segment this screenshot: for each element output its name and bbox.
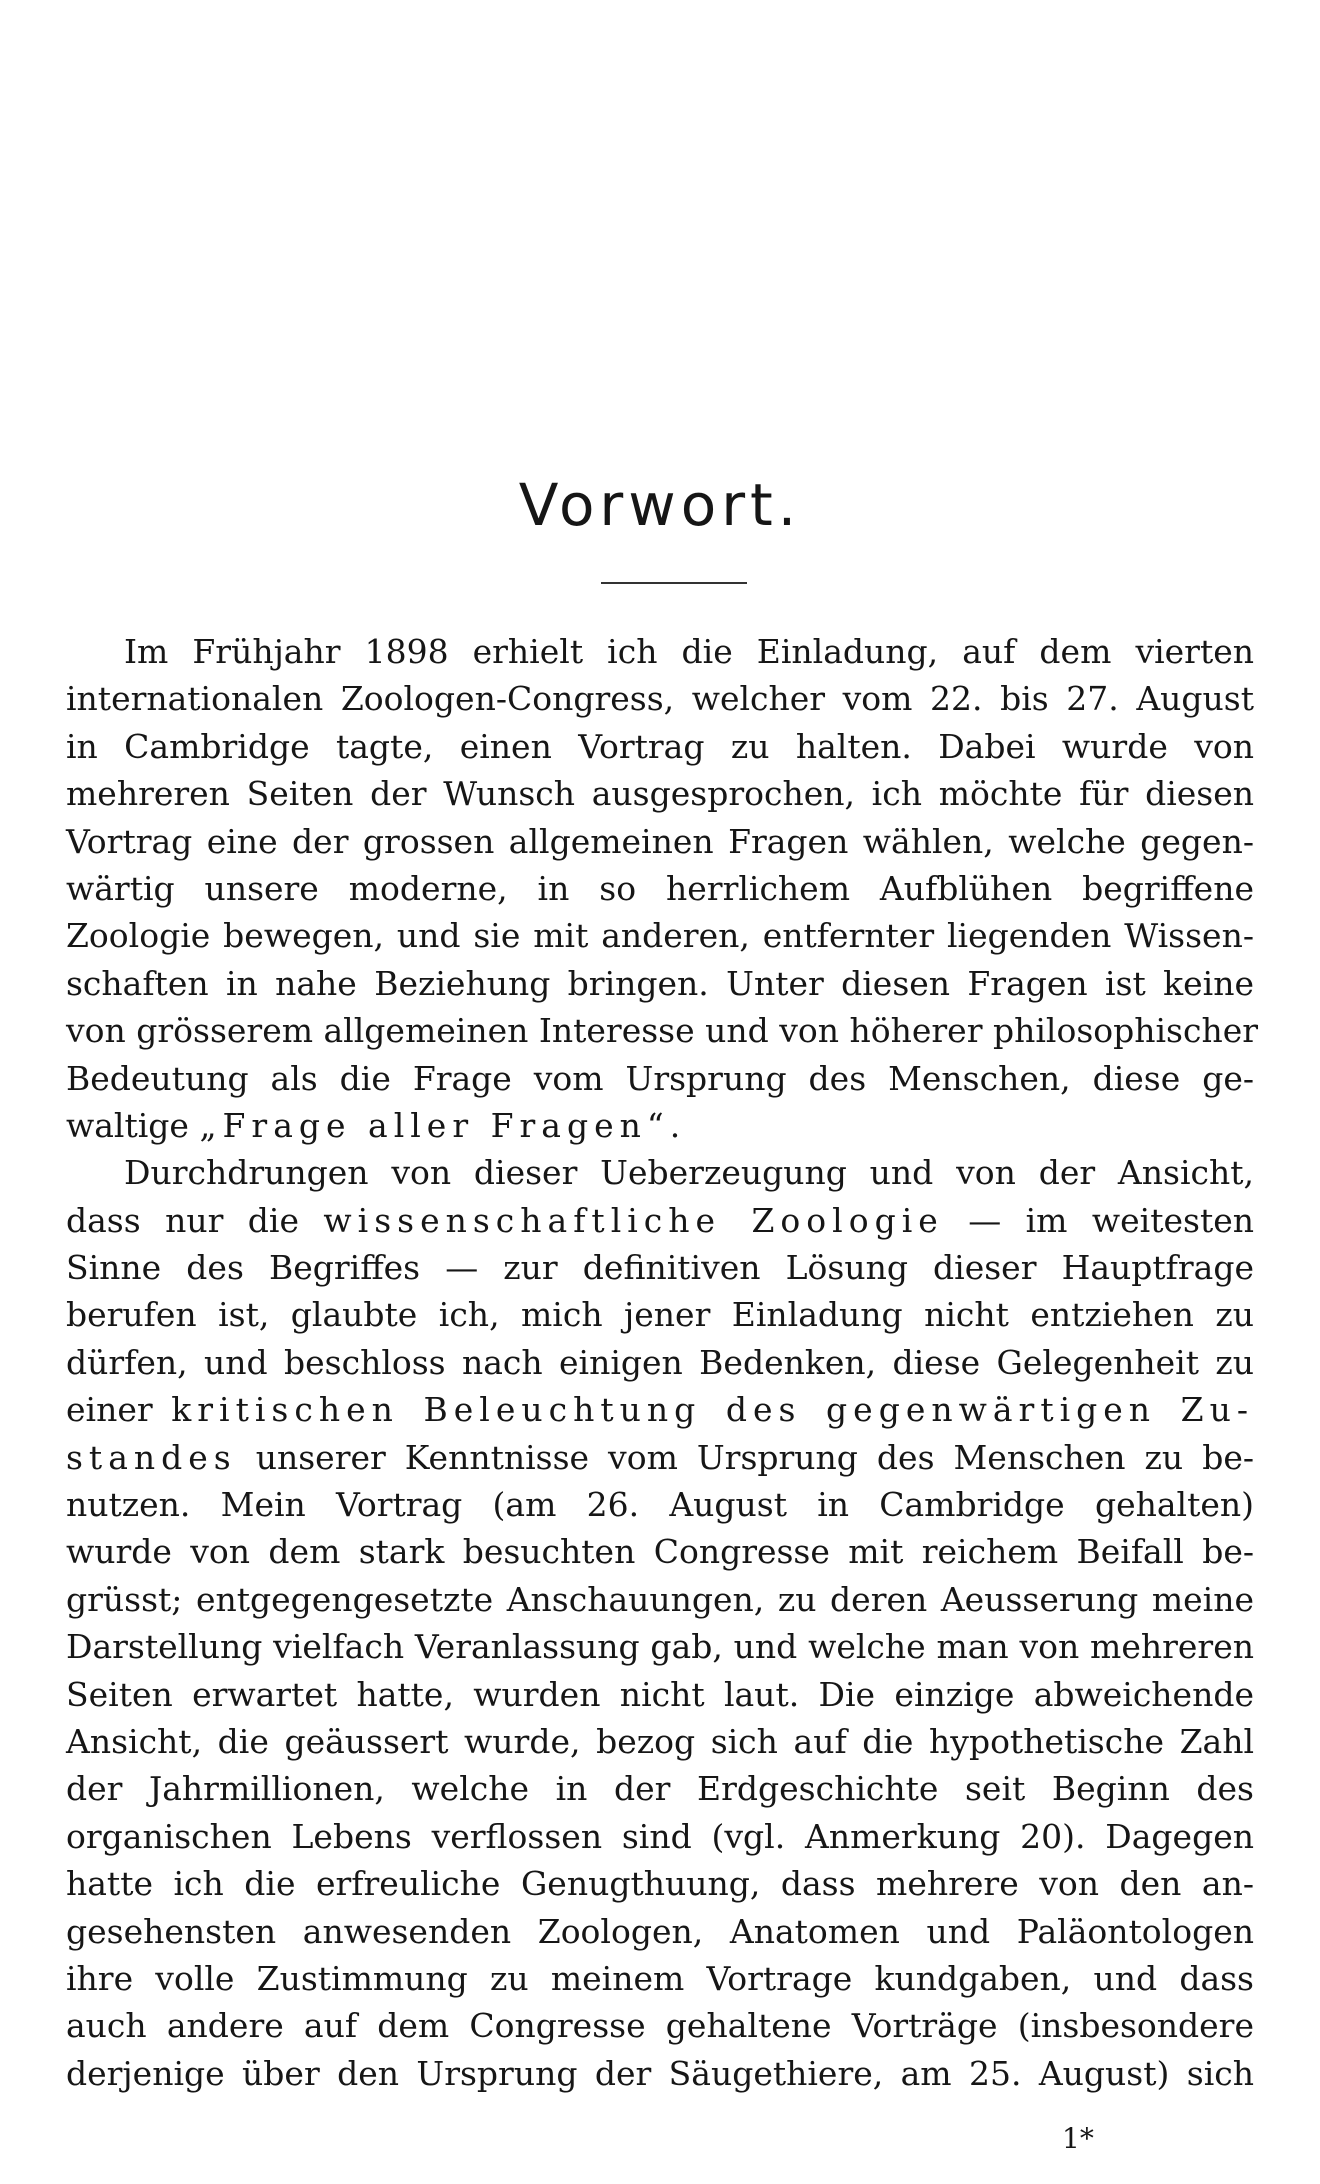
spaced-emphasis: kritischen Beleuchtung des gegenwärtigen Zu- [171, 1390, 1254, 1430]
spaced-emphasis: wissenschaftliche Zoologie [323, 1200, 944, 1240]
text-line: Sinne des Begriffes — zur definitiven Lösung dieser Hauptfrage [66, 1248, 1254, 1288]
text-line: internationalen Zoologen-Congress, welcher vom 22. bis 27. August [66, 679, 1254, 719]
title-rule [601, 582, 747, 584]
text-line: nutzen. Mein Vortrag (am 26. August in Cambridge gehalten) [66, 1485, 1254, 1525]
text-line: Bedeutung als die Frage vom Ursprung des Menschen, diese ge- [66, 1058, 1254, 1098]
text-line: schaften in nahe Beziehung bringen. Unter diesen Fragen ist keine [66, 963, 1254, 1003]
text-line: mehreren Seiten der Wunsch ausgesprochen, ich möchte für diesen [66, 774, 1254, 814]
text-line [66, 1102, 1254, 1149]
paragraph-2 [66, 1149, 1254, 2097]
text-segment: dass nur die [66, 1200, 324, 1240]
text-line: von grösserem allgemeinen Interesse und von höherer philosophischer [66, 1011, 1259, 1051]
text-line: Seiten erwartet hatte, wurden nicht laut. Die einzige abweichende [66, 1674, 1254, 1714]
text-line: ihre volle Zustimmung zu meinem Vortrage kundgaben, und dass [66, 1958, 1254, 1998]
text-line: wärtig unsere moderne, in so herrlichem Aufblühen begriffene [66, 868, 1254, 908]
text-line: Im Frühjahr 1898 erhielt ich die Einladung, auf dem vierten [124, 632, 1254, 671]
text-body [66, 628, 1259, 2097]
paragraph-1 [66, 628, 1259, 1149]
text-line: Durchdrungen von dieser Ueberzeugung und von der Ansicht, [124, 1153, 1254, 1193]
text-line: Ansicht, die geäussert wurde, bezog sich auf die hypothetische Zahl [66, 1721, 1254, 1761]
text-segment: einer [66, 1390, 172, 1430]
text-line: wurde von dem stark besuchten Congresse mit reichem Beifall be- [66, 1532, 1254, 1572]
text-line: Darstellung vielfach Veranlassung gab, und welche man von mehreren [66, 1627, 1254, 1667]
page-title: Vorwort. [518, 471, 802, 539]
text-line: organischen Lebens verflossen sind (vgl. Anmerkung 20). Dagegen [66, 1816, 1254, 1856]
text-line: grüsst; entgegengesetzte Anschauungen, zu deren Aeusserung meine [66, 1579, 1254, 1619]
text-segment: waltige [66, 1105, 200, 1145]
text-segment: — im weitesten [943, 1200, 1254, 1240]
text-line [66, 1434, 1254, 1481]
text-line: gesehensten anwesenden Zoologen, Anatomen und Paläontologen [66, 1911, 1254, 1951]
text-line: Zoologie bewegen, und sie mit anderen, entfernter liegenden Wissen- [66, 916, 1254, 956]
text-line: dürfen, und beschloss nach einigen Bedenken, diese Gelegenheit zu [66, 1342, 1254, 1382]
text-line: in Cambridge tagte, einen Vortrag zu halten. Dabei wurde von [66, 726, 1254, 766]
text-line: Vortrag eine der grossen allgemeinen Fragen wählen, welche gegen- [66, 821, 1254, 861]
spaced-emphasis: standes [66, 1437, 237, 1477]
text-line: auch andere auf dem Congresse gehaltene Vorträge (insbesondere [66, 2006, 1254, 2046]
text-line [66, 1197, 1254, 1244]
text-line: derjenige über den Ursprung der Säugethiere, am 25. August) sich [66, 2053, 1254, 2093]
spaced-emphasis: „Frage aller Fragen“. [199, 1105, 687, 1145]
text-line: hatte ich die erfreuliche Genugthuung, dass mehrere von den an- [66, 1864, 1254, 1904]
text-line: berufen ist, glaubte ich, mich jener Einladung nicht entziehen zu [66, 1295, 1254, 1335]
signature-mark: 1* [1062, 2122, 1094, 2155]
text-line [66, 1386, 1254, 1433]
text-line: der Jahrmillionen, welche in der Erdgeschichte seit Beginn des [66, 1769, 1254, 1809]
text-segment: unserer Kenntnisse vom Ursprung des Menschen zu be- [236, 1437, 1254, 1477]
